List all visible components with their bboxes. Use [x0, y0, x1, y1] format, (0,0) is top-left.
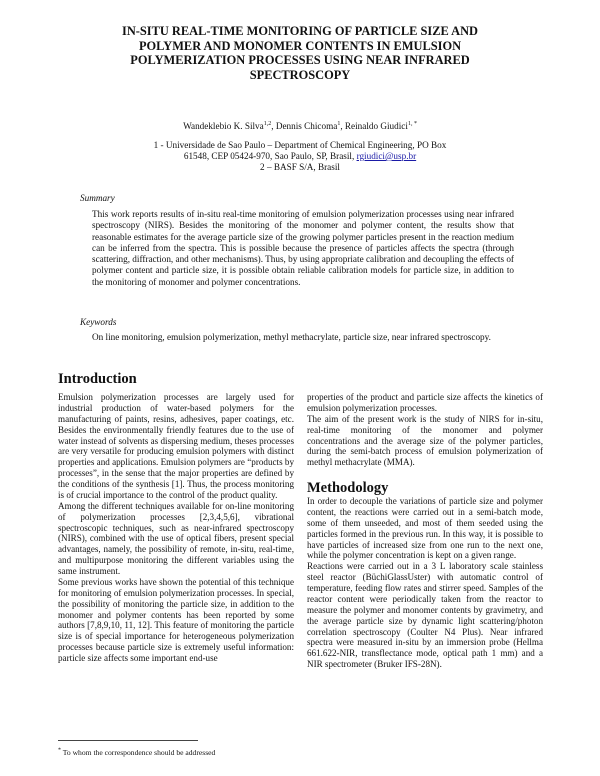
affiliation-line: 2 – BASF S/A, Brasil	[260, 162, 340, 172]
right-column-methodology	[307, 496, 543, 670]
author-name: Wandeklebio K. Silva	[183, 121, 264, 131]
paragraph: Some previous works have shown the potential of this technique for monitoring of emulsion polymerization processes. In special, the possibility of monitoring the particle size, in addition to the monomer and polymer contents has been reported by some authors [7,8,9,10, 11, 12]. This feature of monitoring the particle size is of special importance for heterogeneous polymerization processes because particle size is extremely useful information: particle size affects some important end-use	[58, 576, 294, 663]
introduction-heading: Introduction	[58, 371, 137, 387]
paper-title: IN-SITU REAL-TIME MONITORING OF PARTICLE SIZE AND POLYMER AND MONOMER CONTENTS IN EMULSION POLYMERIZATION PROCESSES USING NEAR INFRARED SPECTROSCOPY	[122, 24, 478, 82]
footnote-divider	[58, 740, 198, 741]
affiliations	[90, 140, 510, 173]
footnote-marker: *	[58, 747, 61, 754]
author-affiliation-mark: 1	[337, 120, 341, 127]
footnote-text: To whom the correspondence should be addressed	[61, 748, 216, 757]
paragraph: The aim of the present work is the study of NIRS for in-situ, real-time monitoring of the monomer and polymer concentrations and the average size of the polymer particles, during the semi-batch process of emulsion polymerization of methyl methacrylate (MMA).	[307, 413, 543, 468]
paragraph: Emulsion polymerization processes are largely used for industrial production of water-based polymers for the manufacturing of paints, resins, adhesives, paper coatings, etc. Besides the environmentally friendly features due to the use of water instead of solvents as dispersing medium, theses processes are very versatile for producing emulsion polymers with distinct properties and applications. Emulsion polymers are “products by processes”, in the sense that the major properties are defined by the conditions of the synthesis [1]. Thus, the process monitoring is of crucial importance to the control of the product quality.	[58, 392, 294, 500]
author-affiliation-mark: 1, *	[407, 120, 417, 127]
right-column-intro	[307, 392, 543, 468]
affiliation-line	[90, 151, 510, 162]
left-column	[58, 392, 294, 664]
summary-heading: Summary	[80, 193, 115, 203]
methodology-heading: Methodology	[307, 480, 389, 496]
affiliation-line: 1 - Universidade de Sao Paulo – Department of Chemical Engineering, PO Box	[153, 140, 447, 150]
author-name: Dennis Chicoma	[275, 121, 338, 131]
author-list	[60, 121, 540, 132]
author-affiliation-mark: 1,2	[263, 120, 272, 127]
summary-text: This work reports results of in-situ real-time monitoring of emulsion polymerization processes using near infrared spectroscopy (NIRS). Besides the monitoring of the monomer and polymer content, the results show that reasonable estimates for the average particle size of the growing polymer particles present in the reaction medium can be inferred from the spectra. This is possible because the presence of particles affects the spectra (through scattering, diffraction, and other mechanisms). Thus, by using appropriate calibration and decoupling the effects of polymer content and particle size, it is possible obtain reliable calibration models for particle size, in addition to the monitoring of monomer and polymer concentrations.	[92, 209, 514, 287]
author-separator: ,	[271, 121, 276, 131]
affiliation-address: 61548, CEP 05424-970, Sao Paulo, SP, Brasil,	[183, 151, 357, 161]
author-separator: ,	[340, 121, 345, 131]
email-link[interactable]: rgiudici@usp.br	[356, 151, 417, 161]
keywords-heading: Keywords	[80, 317, 117, 327]
keywords-text: On line monitoring, emulsion polymerization, methyl methacrylate, particle size, near infrared spectroscopy.	[92, 332, 491, 342]
paragraph: In order to decouple the variations of particle size and polymer content, the reactions were carried out in a semi-batch mode, some of them unseeded, and most of them seeded using the particles formed in the previous run. In this way, it is possible to have particles of increased size from one run to the next one, while the polymer concentration is kept on a given range.	[307, 496, 543, 561]
paragraph: Reactions were carried out in a 3 L laboratory scale stainless steel reactor (BüchiGlassUster) with automatic control of temperature, feeding flow rates and stirrer speed. Samples of the reactor content were periodically taken from the reactor to measure the polymer and monomer contents by gravimetry, and the average particle size by dynamic light scattering/photon correlation spectroscopy (Coulter N4 Plus). Near infrared spectra were measured in-situ by an immersion probe (Hellma 661.622-NIR, transflectance mode, optical path 1 mm) and a NIR spectrometer (Bruker IFS-28N).	[307, 561, 543, 670]
paragraph: properties of the product and particle size affects the kinetics of emulsion polymerization processes.	[307, 392, 543, 413]
paragraph: Among the different techniques available for on-line monitoring of polymerization processes [2,3,4,5,6], vibrational spectroscopic techniques, such as near-infrared spectroscopy (NIRS), combined with the use of optical fibers, present special advantages, namely, the possibility of remote, in-situ, real-time, and multipurpose monitoring the different variables using the same instrument.	[58, 500, 294, 576]
author-name: Reinaldo Giudici	[344, 121, 408, 131]
footnote	[58, 748, 215, 757]
